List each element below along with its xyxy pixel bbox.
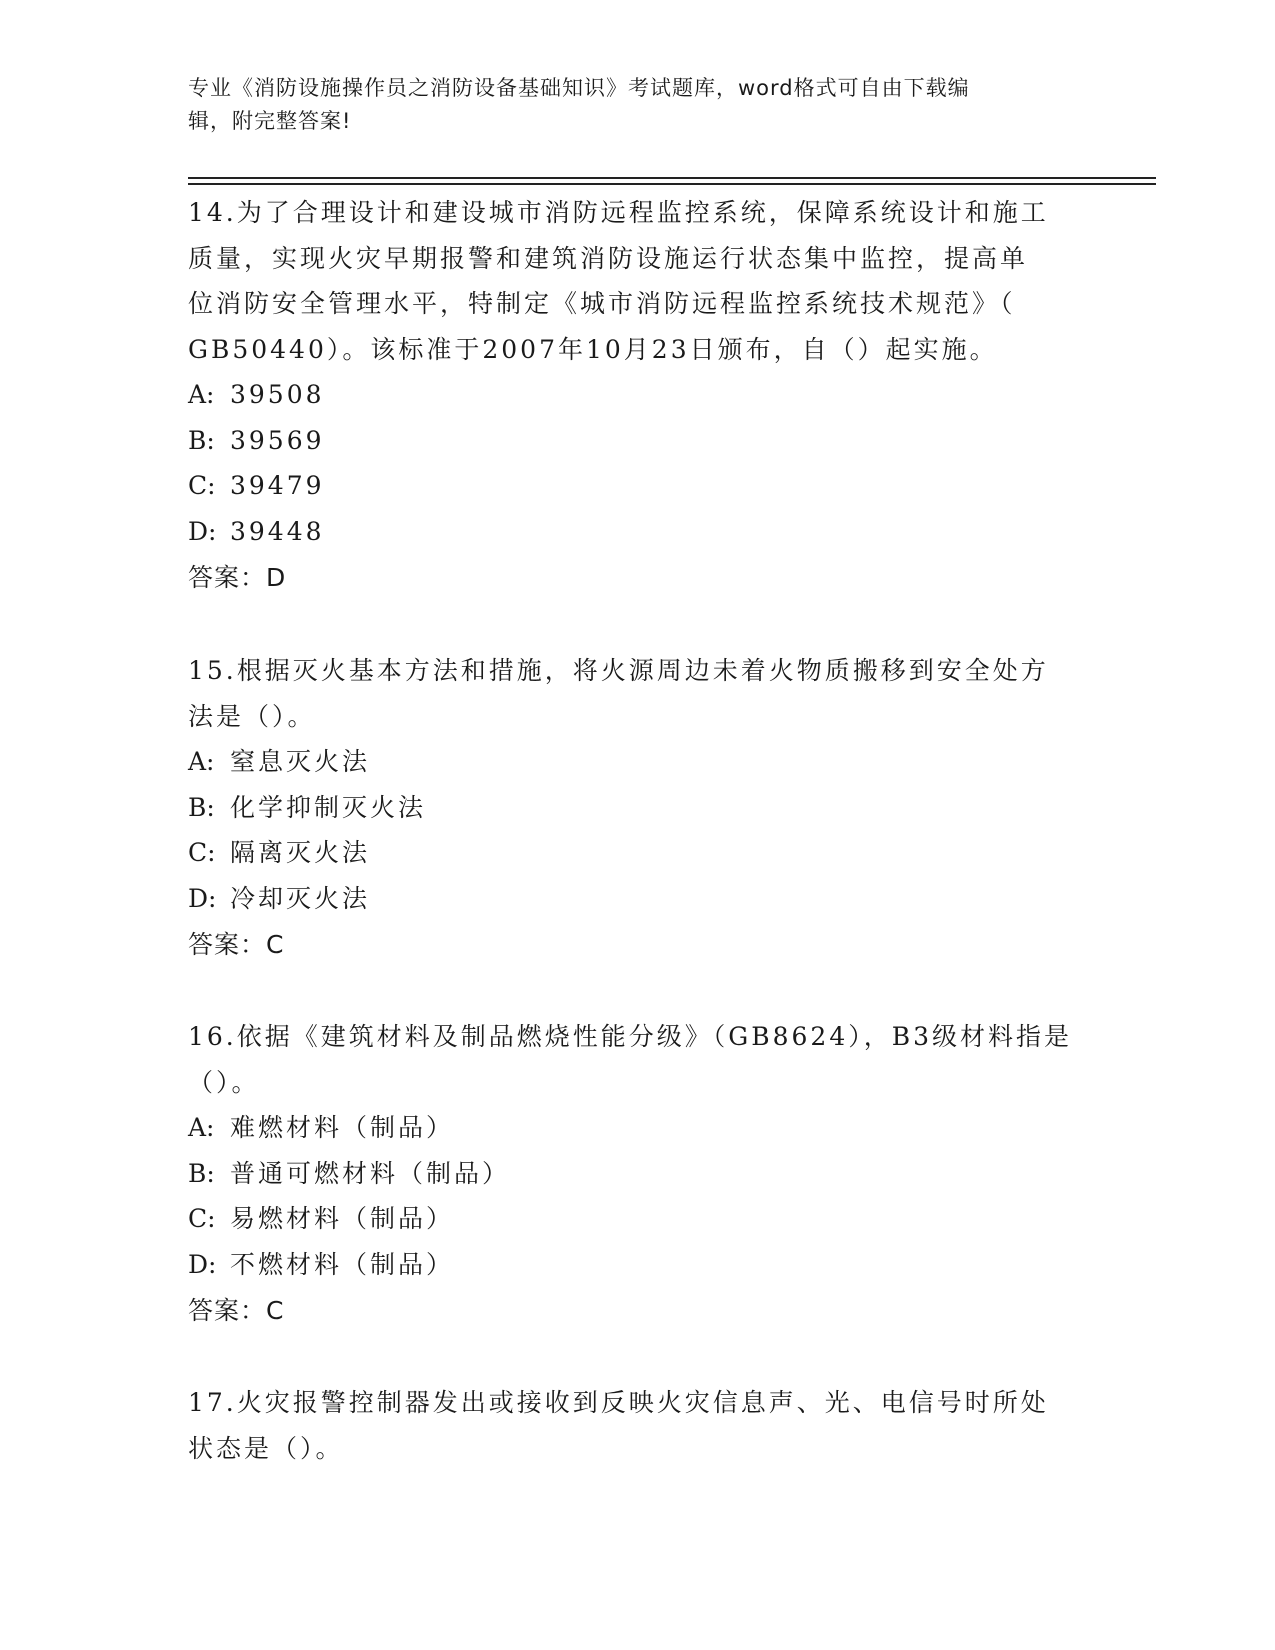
header-note-line: 专业《消防设施操作员之消防设备基础知识》考试题库，word格式可自由下载编: [188, 76, 970, 100]
option-text: 不燃材料（制品）: [230, 1249, 455, 1279]
question-stem-line: 14.为了合理设计和建设城市消防远程监控系统，保障系统设计和施工: [188, 198, 1049, 227]
option-text: 易燃材料（制品）: [230, 1204, 455, 1233]
option-text: 普通可燃材料（制品）: [230, 1158, 511, 1188]
option-a: [188, 372, 1088, 418]
option-b: [188, 1151, 1088, 1197]
option-a: [188, 739, 1088, 785]
header-note-line: 辑，附完整答案!: [188, 109, 352, 133]
question-stem-line: （）。: [188, 1067, 260, 1097]
header-divider-top: [188, 177, 1156, 179]
option-letter: B:: [188, 792, 215, 822]
option-letter: B:: [188, 425, 215, 455]
answer-line: 答案：D: [188, 563, 287, 592]
option-c: [188, 1196, 1088, 1242]
option-text: 39448: [230, 516, 325, 546]
option-letter: D:: [188, 883, 217, 913]
option-b: [188, 785, 1088, 831]
answer-line: 答案：C: [188, 1296, 285, 1325]
option-text: 窒息灭火法: [230, 747, 371, 776]
option-letter: C:: [188, 1204, 216, 1233]
option-b: [188, 418, 1088, 464]
option-text: 难燃材料（制品）: [230, 1113, 455, 1142]
option-letter: A:: [188, 747, 215, 776]
option-text: 隔离灭火法: [230, 838, 371, 867]
question-stem-line: 15.根据灭火基本方法和措施，将火源周边未着火物质搬移到安全处方: [188, 656, 1049, 685]
question-16: [188, 1014, 1088, 1335]
question-14: [188, 190, 1088, 602]
option-letter: B:: [188, 1158, 215, 1188]
option-letter: C:: [188, 471, 216, 500]
option-text: 冷却灭火法: [230, 883, 371, 913]
option-d: [188, 1242, 1088, 1288]
question-17: [188, 1380, 1088, 1471]
option-c: [188, 830, 1088, 876]
question-15: [188, 648, 1088, 969]
header-divider-bottom: [188, 183, 1156, 185]
option-letter: D:: [188, 516, 217, 546]
option-text: 化学抑制灭火法: [230, 792, 427, 822]
option-letter: D:: [188, 1249, 217, 1279]
option-c: [188, 463, 1088, 509]
question-stem-line: 状态是（）。: [188, 1433, 344, 1463]
question-stem-line: 17.火灾报警控制器发出或接收到反映火灾信息声、光、电信号时所处: [188, 1388, 1049, 1417]
option-letter: A:: [188, 380, 215, 409]
question-stem-line: 16.依据《建筑材料及制品燃烧性能分级》（GB8624），B3级材料指是: [188, 1022, 1073, 1051]
header-note: [188, 72, 1078, 138]
question-stem-line: GB50440）。该标准于2007年10月23日颁布，自（）起实施。: [188, 334, 998, 364]
option-text: 39508: [230, 380, 325, 409]
answer-line: 答案：C: [188, 930, 285, 959]
option-text: 39479: [230, 471, 325, 500]
question-stem-line: 位消防安全管理水平，特制定《城市消防远程监控系统技术规范》（: [188, 289, 1016, 318]
option-d: [188, 509, 1088, 555]
option-letter: A:: [188, 1113, 215, 1142]
option-a: [188, 1105, 1088, 1151]
question-stem-line: 法是（）。: [188, 701, 316, 731]
option-d: [188, 876, 1088, 922]
question-stem-line: 质量，实现火灾早期报警和建筑消防设施运行状态集中监控，提高单: [188, 243, 1029, 273]
option-text: 39569: [230, 425, 325, 455]
option-letter: C:: [188, 838, 216, 867]
